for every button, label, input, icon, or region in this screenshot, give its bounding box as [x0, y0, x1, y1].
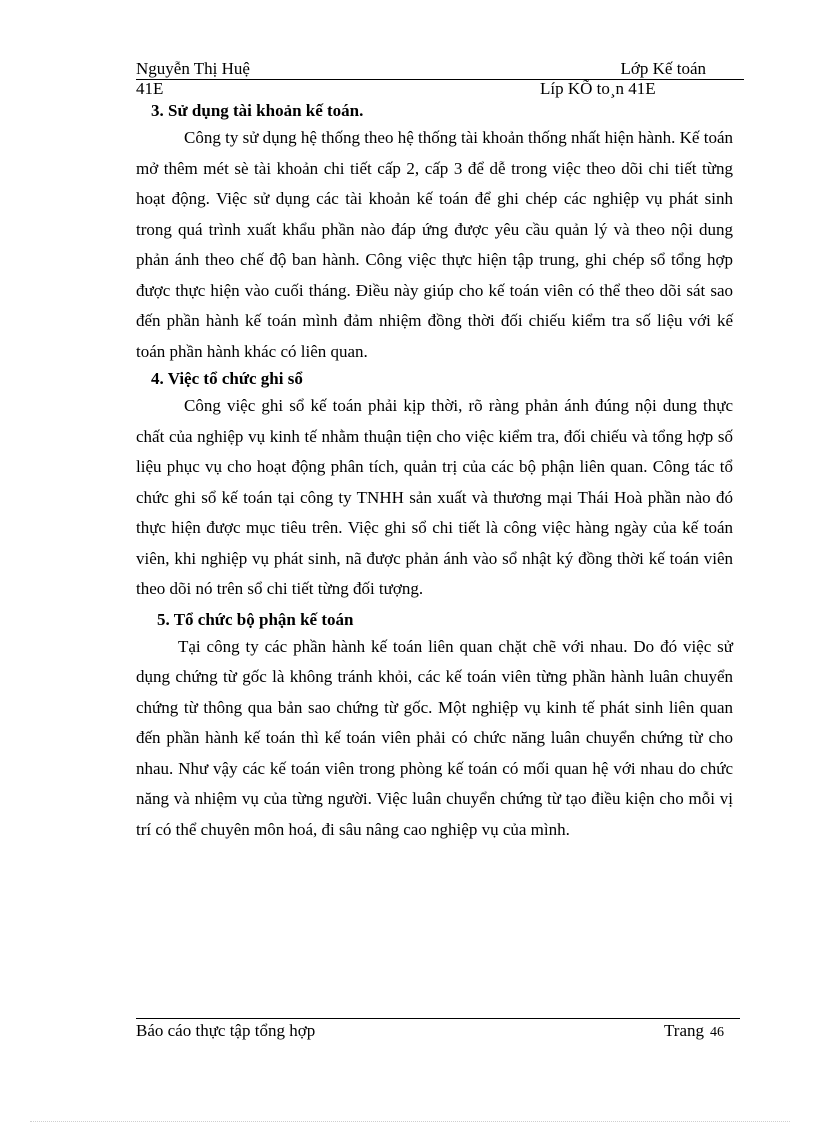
header-class-label: Lớp Kế toán	[620, 59, 706, 78]
footer-page-number: 46	[710, 1025, 724, 1040]
footer-page-label: Trang	[664, 1021, 704, 1040]
header-class-label-alt: Líp KÕ to¸n 41E	[540, 79, 656, 98]
section-heading: 5. Tổ chức bộ phận kế toán	[157, 609, 354, 629]
footer-divider	[136, 1018, 740, 1019]
document-body	[136, 99, 733, 845]
section-paragraph: Công ty sử dụng hệ thống theo hệ thống tài khoản thống nhất hiện hành. Kế toán mở thêm mét sè tài khoản chi tiết cấp 2, cấp 3 để dễ trong việc theo dõi chi tiết từng hoạt động. Việc sử dụng các tài khoản kế toán để ghi chép các nghiệp vụ phát sinh trong quá trình xuất khẩu phần nào đáp ứng được yêu cầu quản lý và theo nội dung phản ánh theo chế độ ban hành. Công việc thực hiện tập trung, ghi chép sổ tổng hợp được thực hiện vào cuối tháng. Điều này giúp cho kế toán viên có thể theo dõi sát sao đến phần hành kế toán mình đảm nhiệm đồng thời đối chiếu kiểm tra số liệu với kế toán phần hành khác có liên quan.	[136, 128, 733, 361]
section-paragraph: Tại công ty các phần hành kế toán liên quan chặt chẽ với nhau. Do đó việc sử dụng chứng từ gốc là không tránh khỏi, các kế toán viên từng phần hành luân chuyển chứng từ thông qua bản sao chứng từ gốc. Một nghiệp vụ kinh tế phát sinh liên quan đến phần hành kế toán thì kế toán viên phải có chức năng luân chuyển chứng từ cho nhau. Như vậy các kế toán viên trong phòng kế toán có mối quan hệ với nhau do chức năng và nhiệm vụ của từng người. Việc luân chuyển chứng từ tạo điều kiện cho mỗi vị trí có thể chuyên môn hoá, đi sâu nâng cao nghiệp vụ của mình.	[136, 636, 733, 839]
header-row-2	[136, 79, 744, 99]
page-edge-dotted-line	[30, 1121, 790, 1122]
header-author: Nguyễn Thị Huệ	[136, 59, 250, 78]
footer-page	[664, 1021, 724, 1041]
section-paragraph: Công việc ghi sổ kế toán phải kịp thời, rõ ràng phản ánh đúng nội dung thực chất của nghiệp vụ kinh tế nhằm thuận tiện cho việc kiểm tra, đối chiếu và tổng hợp số liệu phục vụ cho hoạt động phân tích, quản trị của các bộ phận liên quan. Công tác tổ chức ghi sổ kế toán tại công ty TNHH sản xuất và thương mại Thái Hoà phần nào đó thực hiện được mục tiêu trên. Việc ghi sổ chi tiết là công việc hàng ngày của kế toán viên, khi nghiệp vụ phát sinh, nã được phản ánh vào sổ nhật ký đồng thời kế toán viên theo dõi nó trên sổ chi tiết từng đối tượng.	[136, 396, 733, 598]
section-heading: 3. Sử dụng tài khoản kế toán.	[151, 101, 364, 120]
header-class-suffix: 41E	[136, 79, 164, 98]
section-heading: 4. Việc tổ chức ghi sổ	[151, 369, 303, 388]
footer-title: Báo cáo thực tập tổng hợp	[136, 1021, 316, 1040]
header-row-1	[136, 59, 744, 80]
